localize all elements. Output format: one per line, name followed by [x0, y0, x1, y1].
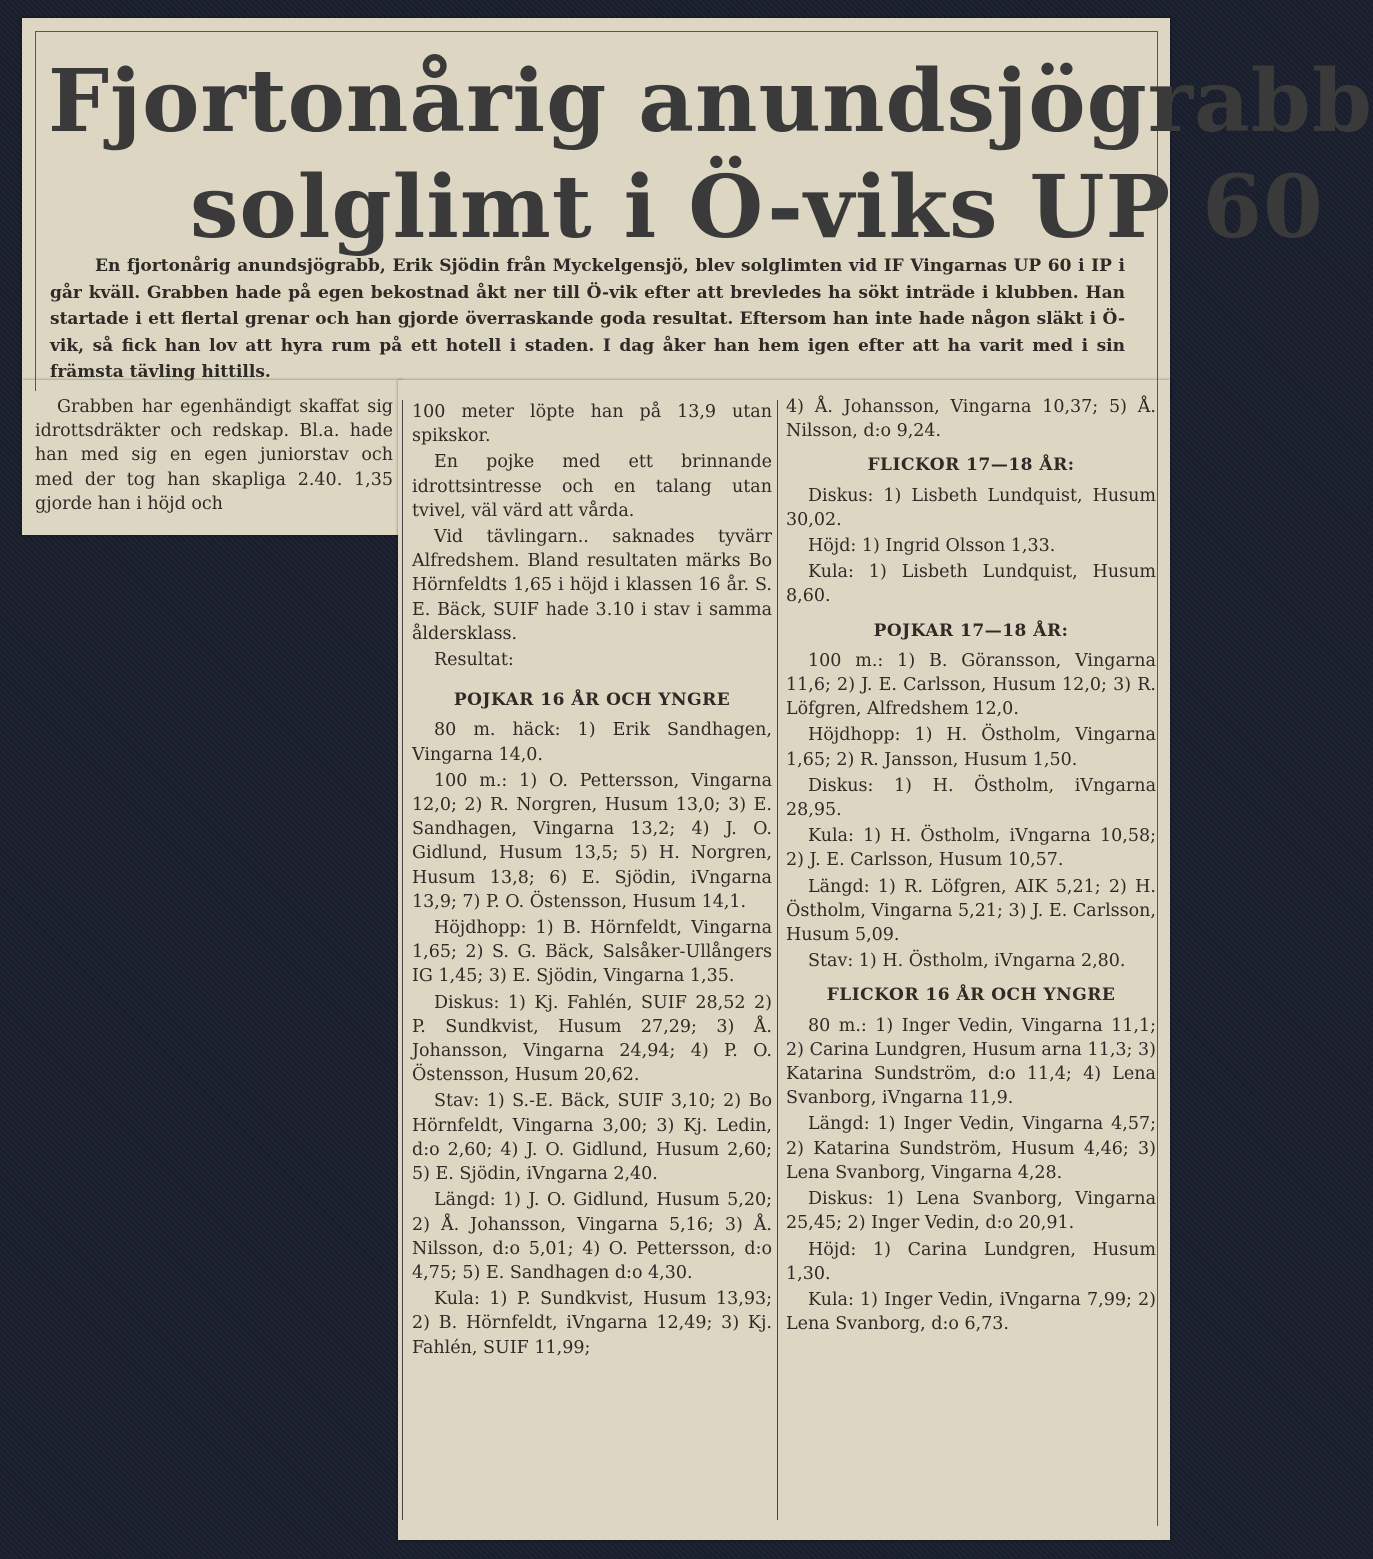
result-entry: Kula: 1) P. Sundkvist, Husum 13,93; 2) B. Hörnfeldt, iVngarna 12,49; 3) Kj. Fahlén, SUIF 11,99; [412, 1289, 772, 1358]
result-entry: Diskus: 1) Lisbeth Lundquist, Husum 30,02. [786, 485, 1156, 530]
frame-top [35, 31, 1157, 32]
column-2 [412, 400, 772, 1362]
result-entry: Kula: 1) Inger Vedin, iVngarna 7,99; 2) Lena Svanborg, d:o 6,73. [786, 1289, 1156, 1335]
result-entry: Stav: 1) H. Östholm, iVngarna 2,80. [808, 951, 1126, 972]
body-paragraph: Vid tävlingarn.. saknades tyvärr Alfredshem. Bland resultaten märks Bo Hörnfeldts 1,65 i höjd i klassen 16 år. S. E. Bäck, SUIF hade 3.10 i stav i samma åldersklass. [412, 527, 772, 644]
result-entry: Höjdhopp: 1) H. Östholm, Vingarna 1,65; 2) R. Jansson, Husum 1,50. [786, 725, 1156, 770]
result-entry: 80 m.: 1) Inger Vedin, Vingarna 11,1; 2) Carina Lundgren, Husum arna 11,3; 3) Katarina Sundström, d:o 11,4; 4) Lena Svanborg, iVngarna 11,9. [786, 1015, 1156, 1109]
section-heading: FLICKOR 16 ÅR OCH YNGRE [826, 985, 1116, 1006]
result-entry: Diskus: 1) Kj. Fahlén, SUIF 28,52 2) P. Sundkvist, Husum 27,29; 3) Å. Johansson, Vingarna 24,94; 4) P. O. Östensson, Husum 20,62. [412, 992, 772, 1086]
section-heading: FLICKOR 17—18 ÅR: [867, 455, 1075, 476]
headline-line-2: solglimt i Ö-viks UP 60 [190, 157, 1324, 258]
body-paragraph: 100 meter löpte han på 13,9 utan spikskor. [412, 402, 772, 447]
result-entry: Stav: 1) S.-E. Bäck, SUIF 3,10; 2) Bo Hörnfeldt, Vingarna 3,00; 3) Kj. Ledin, d:o 2,60; 4) J. O. Gidlund, Husum 2,60; 5) E. Sjödin, iVngarna 2,40. [412, 1091, 772, 1185]
result-entry: Höjd: 1) Ingrid Olsson 1,33. [808, 536, 1056, 557]
column-rule-1 [402, 400, 403, 1520]
result-entry: Höjd: 1) Carina Lundgren, Husum 1,30. [786, 1239, 1156, 1284]
column-rule-2 [777, 400, 778, 1520]
result-entry: Längd: 1) R. Löfgren, AIK 5,21; 2) H. Östholm, Vingarna 5,21; 3) J. E. Carlsson, Husum 5,09. [786, 876, 1156, 946]
frame-left [35, 31, 36, 391]
result-entry: 4) Å. Johansson, Vingarna 10,37; 5) Å. Nilsson, d:o 9,24. [786, 397, 1156, 442]
column-1 [35, 395, 393, 518]
result-entry: Höjdhopp: 1) B. Hörnfeldt, Vingarna 1,65; 2) S. G. Bäck, Salsåker-Ullångers IG 1,45; 3) E. Sjödin, Vingarna 1,35. [412, 918, 772, 987]
headline-line-1: Fjortonårig anundsjögrabb [48, 51, 1373, 152]
result-entry: Längd: 1) J. O. Gidlund, Husum 5,20; 2) Å. Johansson, Vingarna 5,16; 3) Å. Nilsson, d:o 5,01; 4) O. Pettersson, d:o 4,75; 5) E. Sandhagen d:o 4,30. [412, 1190, 772, 1283]
column-3 [786, 395, 1156, 1338]
section-heading: POJKAR 17—18 ÅR: [873, 620, 1069, 641]
result-entry: Längd: 1) Inger Vedin, Vingarna 4,57; 2) Katarina Sundström, Husum 4,46; 3) Lena Svanborg, Vingarna 4,28. [786, 1114, 1156, 1183]
result-entry: Kula: 1) H. Östholm, iVngarna 10,58; 2) J. E. Carlsson, Husum 10,57. [786, 826, 1156, 871]
result-entry: 100 m.: 1) B. Göransson, Vingarna 11,6; 2) J. E. Carlsson, Husum 12,0; 3) R. Löfgren, Alfredshem 12,0. [786, 650, 1156, 720]
result-entry: 100 m.: 1) O. Pettersson, Vingarna 12,0; 2) R. Norgren, Husum 13,0; 3) E. Sandhagen, Vingarna 13,2; 4) J. O. Gidlund, Husum 13,5; 5) H. Norgren, Husum 13,8; 6) E. Sjödin, iVngarna 13,9; 7) P. O. Östensson, Husum 14,1. [412, 770, 772, 912]
result-entry: Diskus: 1) H. Östholm, iVngarna 28,95. [786, 775, 1156, 821]
result-entry: Diskus: 1) Lena Svanborg, Vingarna 25,45; 2) Inger Vedin, d:o 20,91. [786, 1189, 1156, 1234]
lead-paragraph: En fjortonårig anundsjögrabb, Erik Sjödin från Myckelgensjö, blev solglimten vid IF Vingarnas UP 60 i IP i går kväll. Grabben hade på egen bekostnad åkt ner till Ö-vik efter att brevledes ha sökt inträde i klubben. Han startade i ett flertal grenar och han gjorde överraskande goda resultat. Eftersom han inte hade någon släkt i Ö-vik, så fick han lov att hyra rum på ett hotell i staden. I dag åker han hem igen efter att ha varit med i sin främsta tävling hittills. [50, 256, 1125, 382]
body-paragraph: Resultat: [434, 650, 514, 671]
body-paragraph: En pojke med ett brinnande idrottsintresse och en talang utan tvivel, väl värd att vårda. [412, 452, 772, 521]
body-paragraph: Grabben har egenhändigt skaffat sig idrottsdräkter och redskap. Bl.a. hade han med sig en egen juniorstav och med der tog han skapliga 2.40. 1,35 gjorde han i höjd och [35, 397, 393, 514]
result-entry: 80 m. häck: 1) Erik Sandhagen, Vingarna 14,0. [412, 720, 772, 765]
result-entry: Kula: 1) Lisbeth Lundquist, Husum 8,60. [786, 562, 1156, 607]
section-heading: POJKAR 16 ÅR OCH YNGRE [453, 690, 731, 711]
